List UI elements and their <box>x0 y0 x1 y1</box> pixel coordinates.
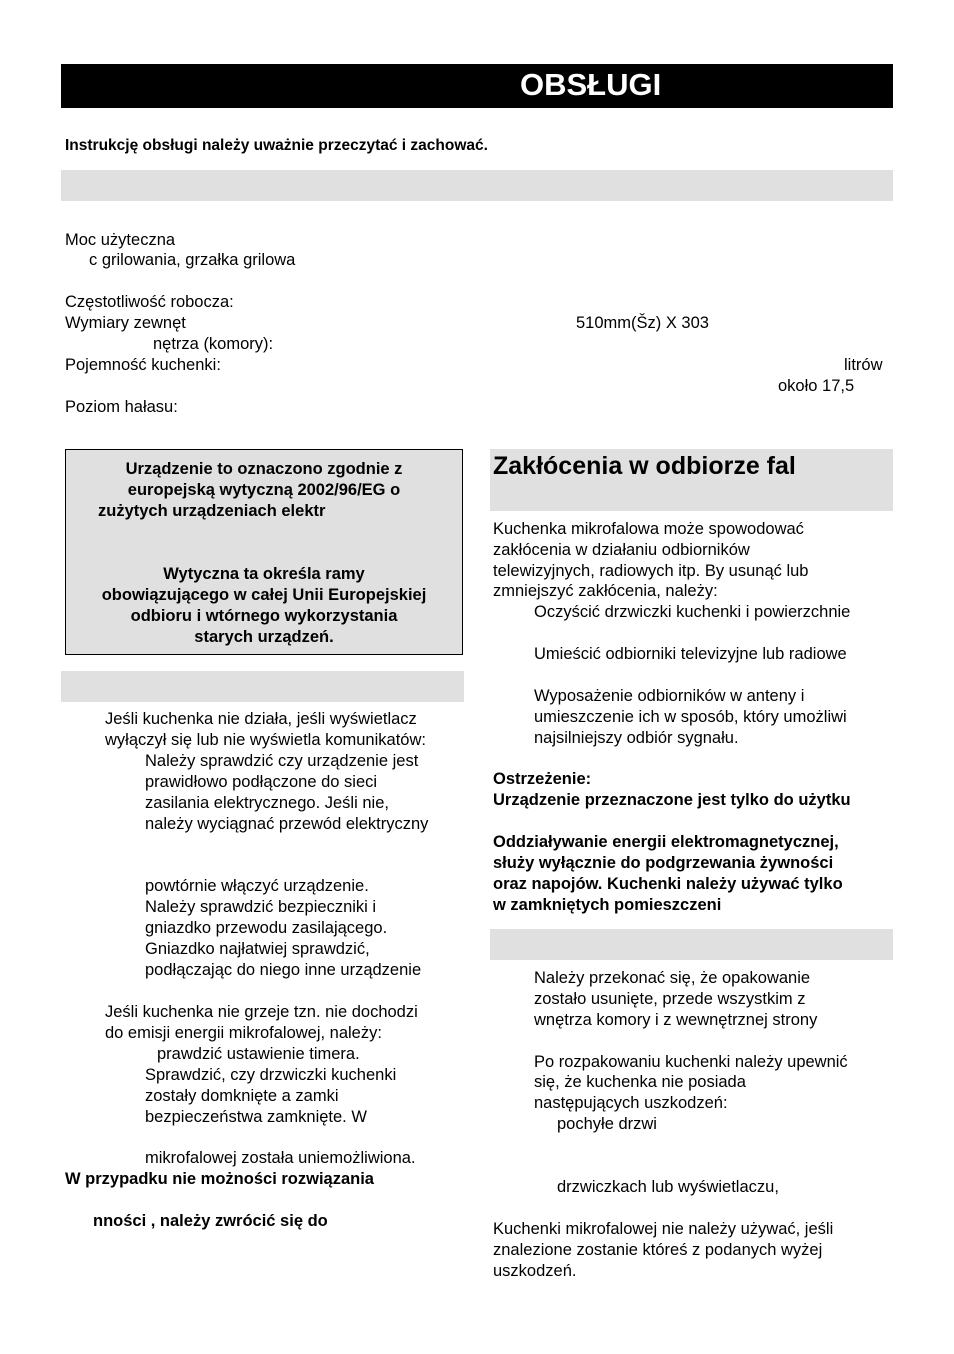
interference-line: Umieścić odbiorniki televizyjne lub radiowe <box>534 645 847 663</box>
specs-section-bar <box>61 170 893 201</box>
weee-line: europejską wytyczną 2002/96/EG o <box>127 481 401 499</box>
intro-text: Instrukcję obsługi należy uważnie przeczytać i zachować. <box>65 137 488 154</box>
unpacking-line: znalezione zostanie któreś z podanych wyżej <box>493 1241 823 1259</box>
spec-capacity-label: Pojemność kuchenki: <box>65 356 221 374</box>
interference-line: Kuchenka mikrofalowa może spowodować <box>493 520 804 538</box>
warning-line: służy wyłącznie do podgrzewania żywności <box>493 854 834 872</box>
trouble-line: zostały domknięte a zamki <box>145 1087 339 1105</box>
troubleshooting-section-bar <box>61 671 464 702</box>
trouble-line: Jeśli kuchenka nie grzeje tzn. nie dochodzi <box>105 1003 418 1021</box>
trouble-line: powtórnie włączyć urządzenie. <box>145 877 369 895</box>
trouble-line: podłączając do niego inne urządzenie <box>145 961 422 979</box>
unpacking-line: następujących uszkodzeń: <box>534 1094 728 1112</box>
spec-capacity-unit: litrów <box>844 356 883 374</box>
trouble-line: Należy sprawdzić czy urządzenie jest <box>145 752 419 770</box>
warning-line: w zamkniętych pomieszczeni <box>493 896 722 914</box>
trouble-line: Jeśli kuchenka nie działa, jeśli wyświetlacz <box>105 710 417 728</box>
spec-dimensions-value: 510mm(Šz) X 303 <box>576 314 709 332</box>
page-title: OBSŁUGI <box>520 67 662 102</box>
interference-line: zakłócenia w działaniu odbiorników <box>493 541 750 559</box>
trouble-line: gniazdko przewodu zasilającego. <box>145 919 388 937</box>
trouble-line: prawidłowo podłączone do sieci <box>145 773 378 791</box>
spec-frequency-label: Częstotliwość robocza: <box>65 293 234 311</box>
interference-line: najsilniejszy odbiór sygnału. <box>534 729 739 747</box>
title-bar <box>61 64 893 108</box>
interference-line: zmniejszyć zakłócenia, należy: <box>493 582 718 600</box>
unpacking-line: zostało usunięte, przede wszystkim z <box>534 990 806 1008</box>
interference-line: Oczyścić drzwiczki kuchenki i powierzchnie <box>534 603 851 621</box>
interference-heading: Zakłócenia w odbiorze fal <box>493 452 796 480</box>
trouble-line: nności , należy zwrócić się do <box>93 1212 328 1230</box>
weee-line: zużytych urządzeniach elektr <box>98 502 326 520</box>
interference-line: telewizyjnych, radiowych itp. By usunąć lub <box>493 562 809 580</box>
spec-dimensions-label: Wymiary zewnęt <box>65 314 186 332</box>
trouble-line: zasilania elektrycznego. Jeśli nie, <box>145 794 389 812</box>
spec-capacity-value: około 17,5 <box>778 377 855 395</box>
warning-line: Oddziaływanie energii elektromagnetycznej, <box>493 833 839 851</box>
interference-line: Wyposażenie odbiorników w anteny i <box>534 687 805 705</box>
unpacking-line: Należy przekonać się, że opakowanie <box>534 969 811 987</box>
trouble-line: Gniazdko najłatwiej sprawdzić, <box>145 940 370 958</box>
spec-noise-label: Poziom hałasu: <box>65 398 178 416</box>
spec-grill-label: c grilowania, grzałka grilowa <box>89 251 296 269</box>
spec-power-label: Moc użyteczna <box>65 231 176 249</box>
trouble-line: Należy sprawdzić bezpieczniki i <box>145 898 377 916</box>
unpacking-line: Po rozpakowaniu kuchenki należy upewnić <box>534 1053 848 1071</box>
weee-line: starych urządzeń. <box>194 628 334 646</box>
weee-line: Urządzenie to oznaczono zgodnie z <box>125 460 403 478</box>
warning-line: Urządzenie przeznaczone jest tylko do użytku <box>493 791 851 809</box>
unpacking-line: drzwiczkach lub wyświetlaczu, <box>557 1178 779 1196</box>
trouble-line: do emisji energii mikrofalowej, należy: <box>105 1024 382 1042</box>
trouble-line: należy wyciągnać przewód elektryczny <box>145 815 429 833</box>
unpacking-line: uszkodzeń. <box>493 1262 577 1280</box>
weee-line: odbioru i wtórnego wykorzystania <box>130 607 398 625</box>
unpacking-line: wnętrza komory i z wewnętrznej strony <box>534 1011 818 1029</box>
weee-line: Wytyczna ta określa ramy <box>163 565 365 583</box>
trouble-line: bezpieczeństwa zamknięte. W <box>145 1108 367 1126</box>
trouble-line: wyłączył się lub nie wyświetla komunikatów: <box>105 731 426 749</box>
unpacking-line: pochyłe drzwi <box>557 1115 657 1133</box>
interference-line: umieszczenie ich w sposób, który umożliwi <box>534 708 847 726</box>
unpacking-line: się, że kuchenka nie posiada <box>534 1073 746 1091</box>
weee-line: obowiązującego w całej Unii Europejskiej <box>101 586 427 604</box>
weee-notice <box>65 449 463 655</box>
trouble-line: W przypadku nie możności rozwiązania <box>65 1170 374 1188</box>
trouble-line: mikrofalowej została uniemożliwiona. <box>145 1149 416 1167</box>
spec-interior-label: nętrza (komory): <box>153 335 274 353</box>
unpacking-line: Kuchenki mikrofalowej nie należy używać, jeśli <box>493 1220 834 1238</box>
trouble-line: Sprawdzić, czy drzwiczki kuchenki <box>145 1066 397 1084</box>
unpacking-section-bar <box>490 929 893 960</box>
warning-title: Ostrzeżenie: <box>493 770 592 788</box>
warning-line: oraz napojów. Kuchenki należy używać tylko <box>493 875 843 893</box>
trouble-line: prawdzić ustawienie timera. <box>157 1045 360 1063</box>
